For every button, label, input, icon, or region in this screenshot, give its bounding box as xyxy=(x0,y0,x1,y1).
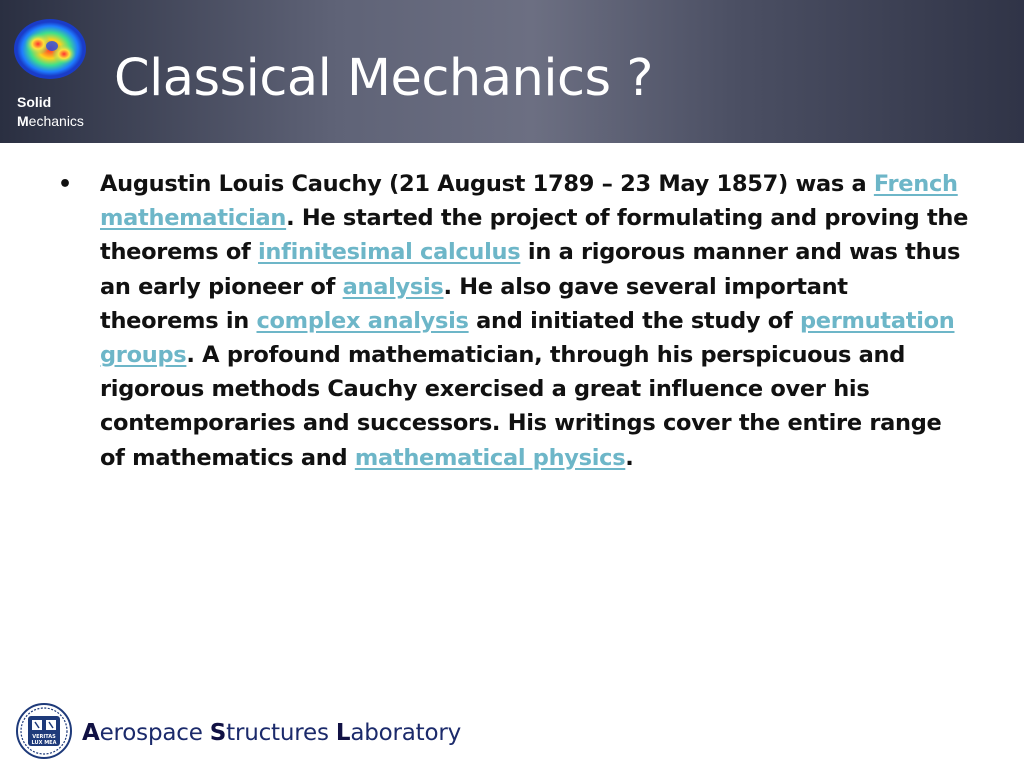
lab-word-rest: erospace xyxy=(99,720,210,746)
text-segment: and initiated the study of xyxy=(468,307,800,334)
logo-caption xyxy=(17,93,84,131)
body-paragraph xyxy=(100,167,970,475)
text-segment: . xyxy=(625,444,634,471)
logo-caption-rest: echanics xyxy=(28,113,84,129)
lab-initial-l: L xyxy=(335,720,351,746)
lab-initial-a: A xyxy=(82,720,100,746)
text-segment: Augustin Louis Cauchy (21 August 1789 – 23 May 1857) was a xyxy=(100,171,874,197)
link-permutation-groups[interactable]: permutation groups xyxy=(100,307,955,369)
text-segment: . He also gave several important theorems in xyxy=(100,273,848,334)
logo-caption-line1: Solid xyxy=(17,94,52,110)
lab-initial-s: S xyxy=(209,720,227,746)
slide-title: Classical Mechanics ? xyxy=(114,49,653,108)
seal-text-line2: LUX MEA xyxy=(31,740,57,746)
text-segment: . A profound mathematician, through his perspicuous and rigorous methods Cauchy exercised a great influence over his contemporaries and successors. His writings cover the entire range of mathematics and xyxy=(100,342,942,471)
link-infinitesimal-calculus[interactable]: infinitesimal calculus xyxy=(258,239,521,266)
link-analysis[interactable]: analysis xyxy=(342,273,444,300)
text-segment: . He started the project of formulating and proving the theorems of xyxy=(100,205,969,266)
header-bar xyxy=(0,0,1024,143)
link-mathematician[interactable]: mathematician xyxy=(100,205,287,232)
link-mathematical-physics[interactable]: mathematical physics xyxy=(354,444,626,471)
lab-name xyxy=(82,716,461,750)
link-complex-analysis[interactable]: complex analysis xyxy=(256,307,469,334)
bullet-marker: • xyxy=(58,172,73,197)
logo-caption-initial: M xyxy=(17,113,29,129)
university-seal-icon xyxy=(15,702,73,760)
logo-caption-line2 xyxy=(17,112,84,131)
lab-word-rest: tructures xyxy=(226,720,336,746)
seal-text-line1: VERITAS xyxy=(32,734,56,740)
text-segment: in a rigorous manner and was thus an early pioneer of xyxy=(100,239,961,300)
lab-word-rest: aboratory xyxy=(350,720,461,746)
link-french[interactable]: French xyxy=(873,171,958,197)
solid-mechanics-logo-icon xyxy=(12,16,90,82)
